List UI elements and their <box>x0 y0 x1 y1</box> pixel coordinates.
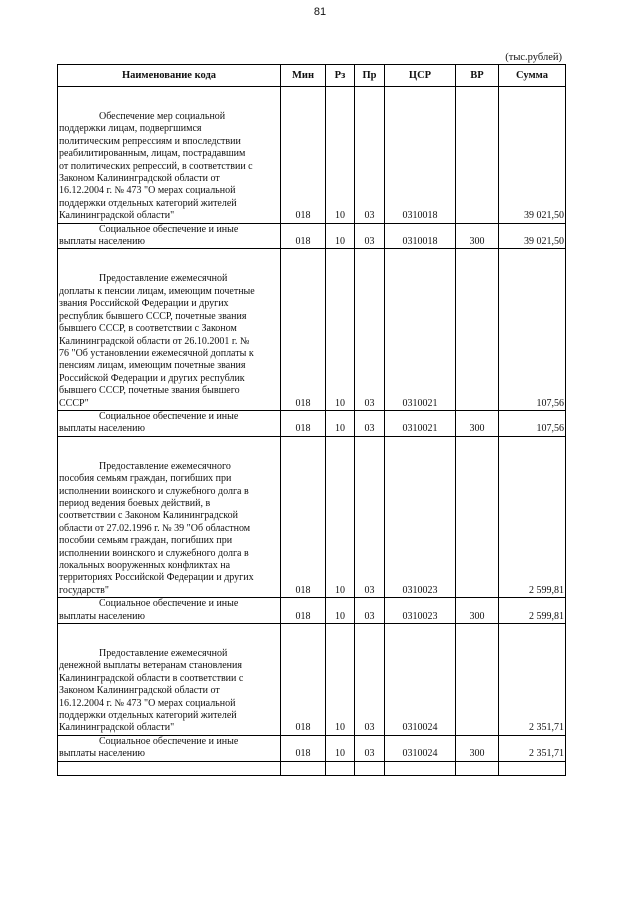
row-name-line: 16.12.2004 г. № 473 "О мерах социальной <box>59 697 236 709</box>
row-pr: 03 <box>355 624 385 736</box>
row-name-line: реабилитированным, лицам, пострадавшим <box>59 148 246 160</box>
empty-cell <box>499 761 566 775</box>
row-rz: 10 <box>326 223 355 249</box>
table-row-program <box>58 87 566 224</box>
row-csr: 0310024 <box>385 735 456 761</box>
row-vr: 300 <box>456 410 499 436</box>
row-rz: 10 <box>326 87 355 224</box>
table-header-row <box>58 65 566 87</box>
row-name <box>58 598 281 624</box>
empty-cell <box>456 761 499 775</box>
empty-cell <box>355 761 385 775</box>
row-vr: 300 <box>456 735 499 761</box>
row-rz: 10 <box>326 436 355 597</box>
row-name-line: Российской Федерации и других республик <box>59 372 245 384</box>
row-name-line: поддержки лицам, подвергшимся <box>59 123 202 135</box>
row-vr <box>456 624 499 736</box>
row-vr <box>456 436 499 597</box>
row-name-line: выплаты населению <box>59 610 145 622</box>
row-name-line: Социальное обеспечение и иные <box>99 598 239 610</box>
row-vr: 300 <box>456 598 499 624</box>
row-csr: 0310023 <box>385 436 456 597</box>
row-min: 018 <box>281 735 326 761</box>
row-name-line: соответствии с Законом Калининградской <box>59 510 238 522</box>
row-csr: 0310024 <box>385 624 456 736</box>
row-name-line: бывшего СССР, в соответствии с Законом <box>59 323 237 335</box>
row-name-line: локальных вооруженных конфликтах на <box>59 560 231 571</box>
row-name-line: Обеспечение мер социальной <box>99 111 226 122</box>
row-pr: 03 <box>355 436 385 597</box>
header-min: Мин <box>281 65 326 87</box>
row-name <box>58 87 281 224</box>
table-row-expense <box>58 410 566 436</box>
row-name-line: бывшего СССР, почетные звания бывшего <box>59 385 240 397</box>
row-name <box>58 249 281 410</box>
table-row-expense <box>58 735 566 761</box>
row-name-line: доплаты к пенсии лицам, имеющим почетные <box>59 285 255 297</box>
row-pr: 03 <box>355 223 385 249</box>
row-name-line: период ведения боевых действий, в <box>59 497 211 509</box>
row-name-line: пособии семьям граждан, погибших при <box>59 535 233 547</box>
row-min: 018 <box>281 436 326 597</box>
row-name-line: Социальное обеспечение и иные <box>99 735 239 747</box>
row-name-line: Предоставление ежемесячной <box>99 648 228 660</box>
row-name-line: территориях Российской Федерации и других <box>59 572 254 584</box>
table-row-expense <box>58 223 566 249</box>
row-name-line: Законом Калининградской области от <box>59 685 220 697</box>
header-name: Наименование кода <box>58 65 281 87</box>
row-name-line: выплаты населению <box>59 748 145 760</box>
row-rz: 10 <box>326 624 355 736</box>
row-rz: 10 <box>326 598 355 624</box>
row-rz: 10 <box>326 410 355 436</box>
row-name-line: Калининградской области" <box>59 210 175 222</box>
row-name-line: республик бывшего СССР, почетные звания <box>59 310 247 322</box>
row-name-line: Социальное обеспечение и иные <box>99 223 239 235</box>
row-rz: 10 <box>326 735 355 761</box>
empty-cell <box>281 761 326 775</box>
row-pr: 03 <box>355 598 385 624</box>
row-csr: 0310018 <box>385 87 456 224</box>
row-name-line: поддержки отдельных категорий жителей <box>59 710 237 722</box>
row-vr <box>456 87 499 224</box>
row-name-line: области от 27.02.1996 г. № 39 "Об областном <box>59 522 251 534</box>
row-name-line: Калининградской области от 26.10.2001 г. № <box>59 335 250 347</box>
row-pr: 03 <box>355 735 385 761</box>
header-rz: Рз <box>326 65 355 87</box>
row-name-line: звания Российской Федерации и других <box>59 298 229 310</box>
row-name <box>58 223 281 249</box>
row-name-line: денежной выплаты ветеранам становления <box>59 660 242 672</box>
row-pr: 03 <box>355 410 385 436</box>
row-pr: 03 <box>355 87 385 224</box>
header-vr: ВР <box>456 65 499 87</box>
row-name-line: Калининградской области" <box>59 722 175 734</box>
row-min: 018 <box>281 410 326 436</box>
empty-cell <box>385 761 456 775</box>
table-row-program <box>58 624 566 736</box>
table-row-program <box>58 436 566 597</box>
row-vr: 300 <box>456 223 499 249</box>
row-name-line: Предоставление ежемесячной <box>99 273 228 285</box>
units-label: (тыс.рублей) <box>505 52 562 63</box>
row-sum: 2 599,81 <box>499 436 566 597</box>
header-sum: Сумма <box>499 65 566 87</box>
row-sum: 2 351,71 <box>499 735 566 761</box>
row-csr: 0310021 <box>385 410 456 436</box>
row-name-line: 76 "Об установлении ежемесячной доплаты к <box>59 347 254 359</box>
row-vr <box>456 249 499 410</box>
row-min: 018 <box>281 624 326 736</box>
row-csr: 0310021 <box>385 249 456 410</box>
row-csr: 0310018 <box>385 223 456 249</box>
row-min: 018 <box>281 223 326 249</box>
row-min: 018 <box>281 598 326 624</box>
table-row-program <box>58 249 566 410</box>
row-name-line: Предоставление ежемесячного <box>99 460 231 472</box>
empty-cell <box>58 761 281 775</box>
row-rz: 10 <box>326 249 355 410</box>
row-name-line: пенсиям лицам, имеющим почетные звания <box>59 360 246 372</box>
row-sum: 39 021,50 <box>499 223 566 249</box>
row-sum: 107,56 <box>499 249 566 410</box>
budget-table <box>57 64 566 776</box>
row-name-line: СССР" <box>59 397 89 409</box>
row-pr: 03 <box>355 249 385 410</box>
row-sum: 107,56 <box>499 410 566 436</box>
row-name <box>58 624 281 736</box>
row-min: 018 <box>281 249 326 410</box>
row-name-line: исполнении воинского и служебного долга в <box>59 547 249 559</box>
row-sum: 2 351,71 <box>499 624 566 736</box>
row-min: 018 <box>281 87 326 224</box>
page-number: 81 <box>313 6 327 18</box>
empty-cell <box>326 761 355 775</box>
row-name <box>58 436 281 597</box>
row-name-line: Калининградской области в соответствии с <box>59 672 244 684</box>
row-name-line: выплаты населению <box>59 236 145 248</box>
row-csr: 0310023 <box>385 598 456 624</box>
row-name-line: государств" <box>59 584 109 596</box>
table-row-empty <box>58 761 566 775</box>
row-name-line: Законом Калининградской области от <box>59 173 220 185</box>
row-name-line: 16.12.2004 г. № 473 "О мерах социальной <box>59 185 236 197</box>
row-sum: 39 021,50 <box>499 87 566 224</box>
row-name-line: пособия семьям граждан, погибших при <box>59 473 232 485</box>
row-name <box>58 735 281 761</box>
row-sum: 2 599,81 <box>499 598 566 624</box>
row-name-line: выплаты населению <box>59 423 145 435</box>
header-pr: Пр <box>355 65 385 87</box>
row-name-line: поддержки отдельных категорий жителей <box>59 197 237 209</box>
row-name-line: Социальное обеспечение и иные <box>99 410 239 422</box>
table-row-expense <box>58 598 566 624</box>
row-name-line: исполнении воинского и служебного долга в <box>59 485 249 497</box>
row-name-line: от политических репрессий, в соответствии с <box>59 160 253 172</box>
row-name-line: политическим репрессиям и впоследствии <box>59 135 241 147</box>
row-name <box>58 410 281 436</box>
header-csr: ЦСР <box>385 65 456 87</box>
